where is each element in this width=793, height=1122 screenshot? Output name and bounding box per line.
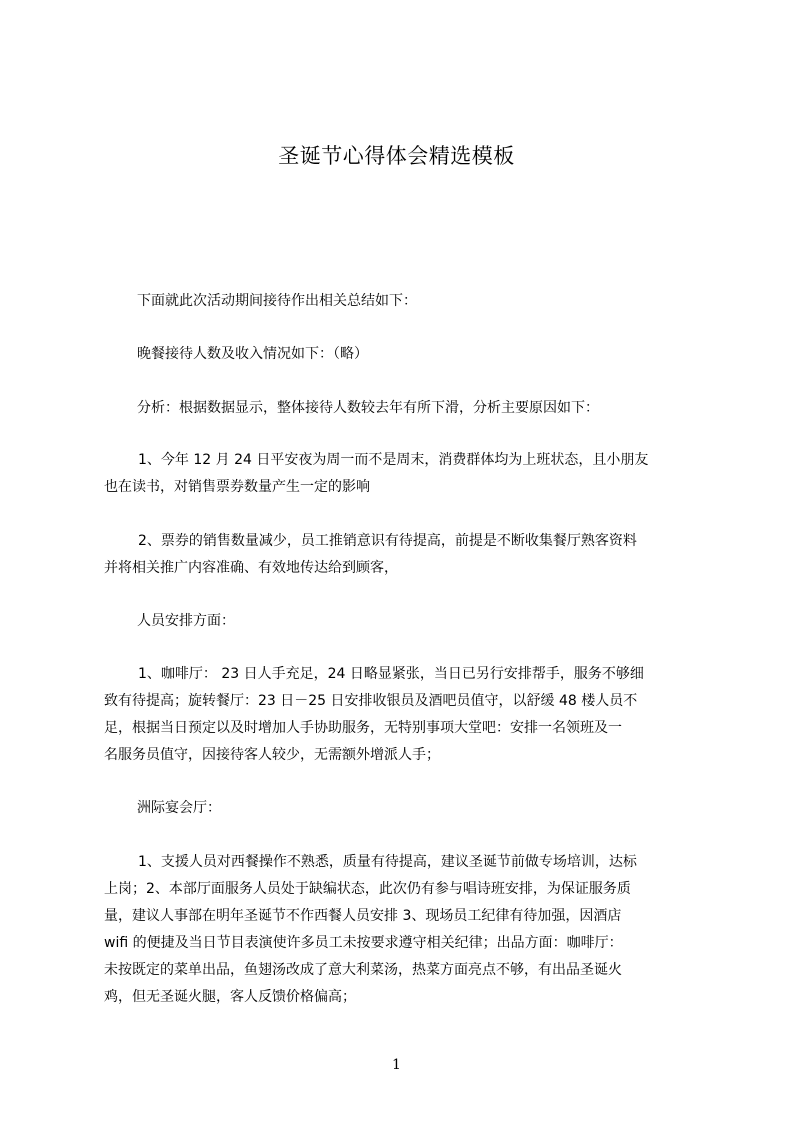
paragraph-line: 分析：根据数据显示，整体接待人数较去年有所下滑，分析主要原因如下： bbox=[137, 400, 599, 416]
paragraph-line: 上岗；2、本部厅面服务人员处于缺编状态，此次仍有参与唱诗班安排，为保证服务质 bbox=[104, 881, 631, 897]
paragraph-line: 未按既定的菜单出品，鱼翅汤改成了意大利菜汤，热菜方面亮点不够，有出品圣诞火 bbox=[104, 962, 622, 978]
paragraph-reason-1 bbox=[104, 447, 714, 501]
paragraph-analysis bbox=[104, 395, 714, 422]
page-number: 1 bbox=[392, 1057, 401, 1073]
paragraph-line: 2、票券的销售数量减少，员工推销意识有待提高，前提是不断收集餐厅熟客资料 bbox=[138, 533, 637, 549]
paragraph-line: 1、支援人员对西餐操作不熟悉，质量有待提高，建议圣诞节前做专场培训，达标 bbox=[138, 854, 637, 870]
paragraph-line: 晚餐接待人数及收入情况如下：（略） bbox=[137, 346, 368, 362]
paragraph-line: 也在读书，对销售票券数量产生一定的影响 bbox=[104, 479, 370, 495]
paragraph-dinner-stats bbox=[104, 341, 714, 368]
paragraph-line: 1、咖啡厅： 23 日人手充足，24 日略显紧张，当日已另行安排帮手，服务不够细 bbox=[138, 666, 644, 682]
paragraph-line: 致有待提高；旋转餐厅：23 日－25 日安排收银员及酒吧员值守，以舒缓 48 楼人员不 bbox=[104, 693, 638, 709]
paragraph-line: 下面就此次活动期间接待作出相关总结如下： bbox=[137, 293, 417, 309]
paragraph-line: 1、今年 12 月 24 日平安夜为周一而不是周末，消费群体均为上班状态，且小朋友 bbox=[138, 452, 649, 468]
paragraph-banquet-heading bbox=[104, 795, 714, 822]
paragraph-banquet-details bbox=[104, 849, 714, 1011]
paragraph-line: wifi 的便捷及当日节目表演使许多员工未按要求遵守相关纪律；出品方面：咖啡厅： bbox=[104, 935, 623, 951]
paragraph-line: 足，根据当日预定以及时增加人手协助服务，无特别事项大堂吧：安排一名领班及一 bbox=[104, 720, 622, 736]
paragraph-staffing-heading bbox=[104, 608, 714, 635]
document-title: 圣诞节心得体会精选模板 bbox=[278, 144, 515, 168]
paragraph-summary-intro bbox=[104, 288, 714, 315]
paragraph-line: 洲际宴会厅： bbox=[137, 800, 221, 816]
paragraph-line: 人员安排方面： bbox=[137, 613, 235, 629]
paragraph-line: 名服务员值守，因接待客人较少，无需额外增派人手； bbox=[104, 747, 440, 763]
paragraph-line: 并将相关推广内容准确、有效地传达给到顾客， bbox=[104, 560, 398, 576]
paragraph-line: 鸡，但无圣诞火腿，客人反馈价格偏高； bbox=[104, 989, 356, 1005]
paragraph-reason-2 bbox=[104, 528, 714, 582]
paragraph-line: 量，建议人事部在明年圣诞节不作西餐人员安排 3、现场员工纪律有待加强，因酒店 bbox=[104, 908, 622, 924]
paragraph-staffing-details bbox=[104, 661, 714, 769]
